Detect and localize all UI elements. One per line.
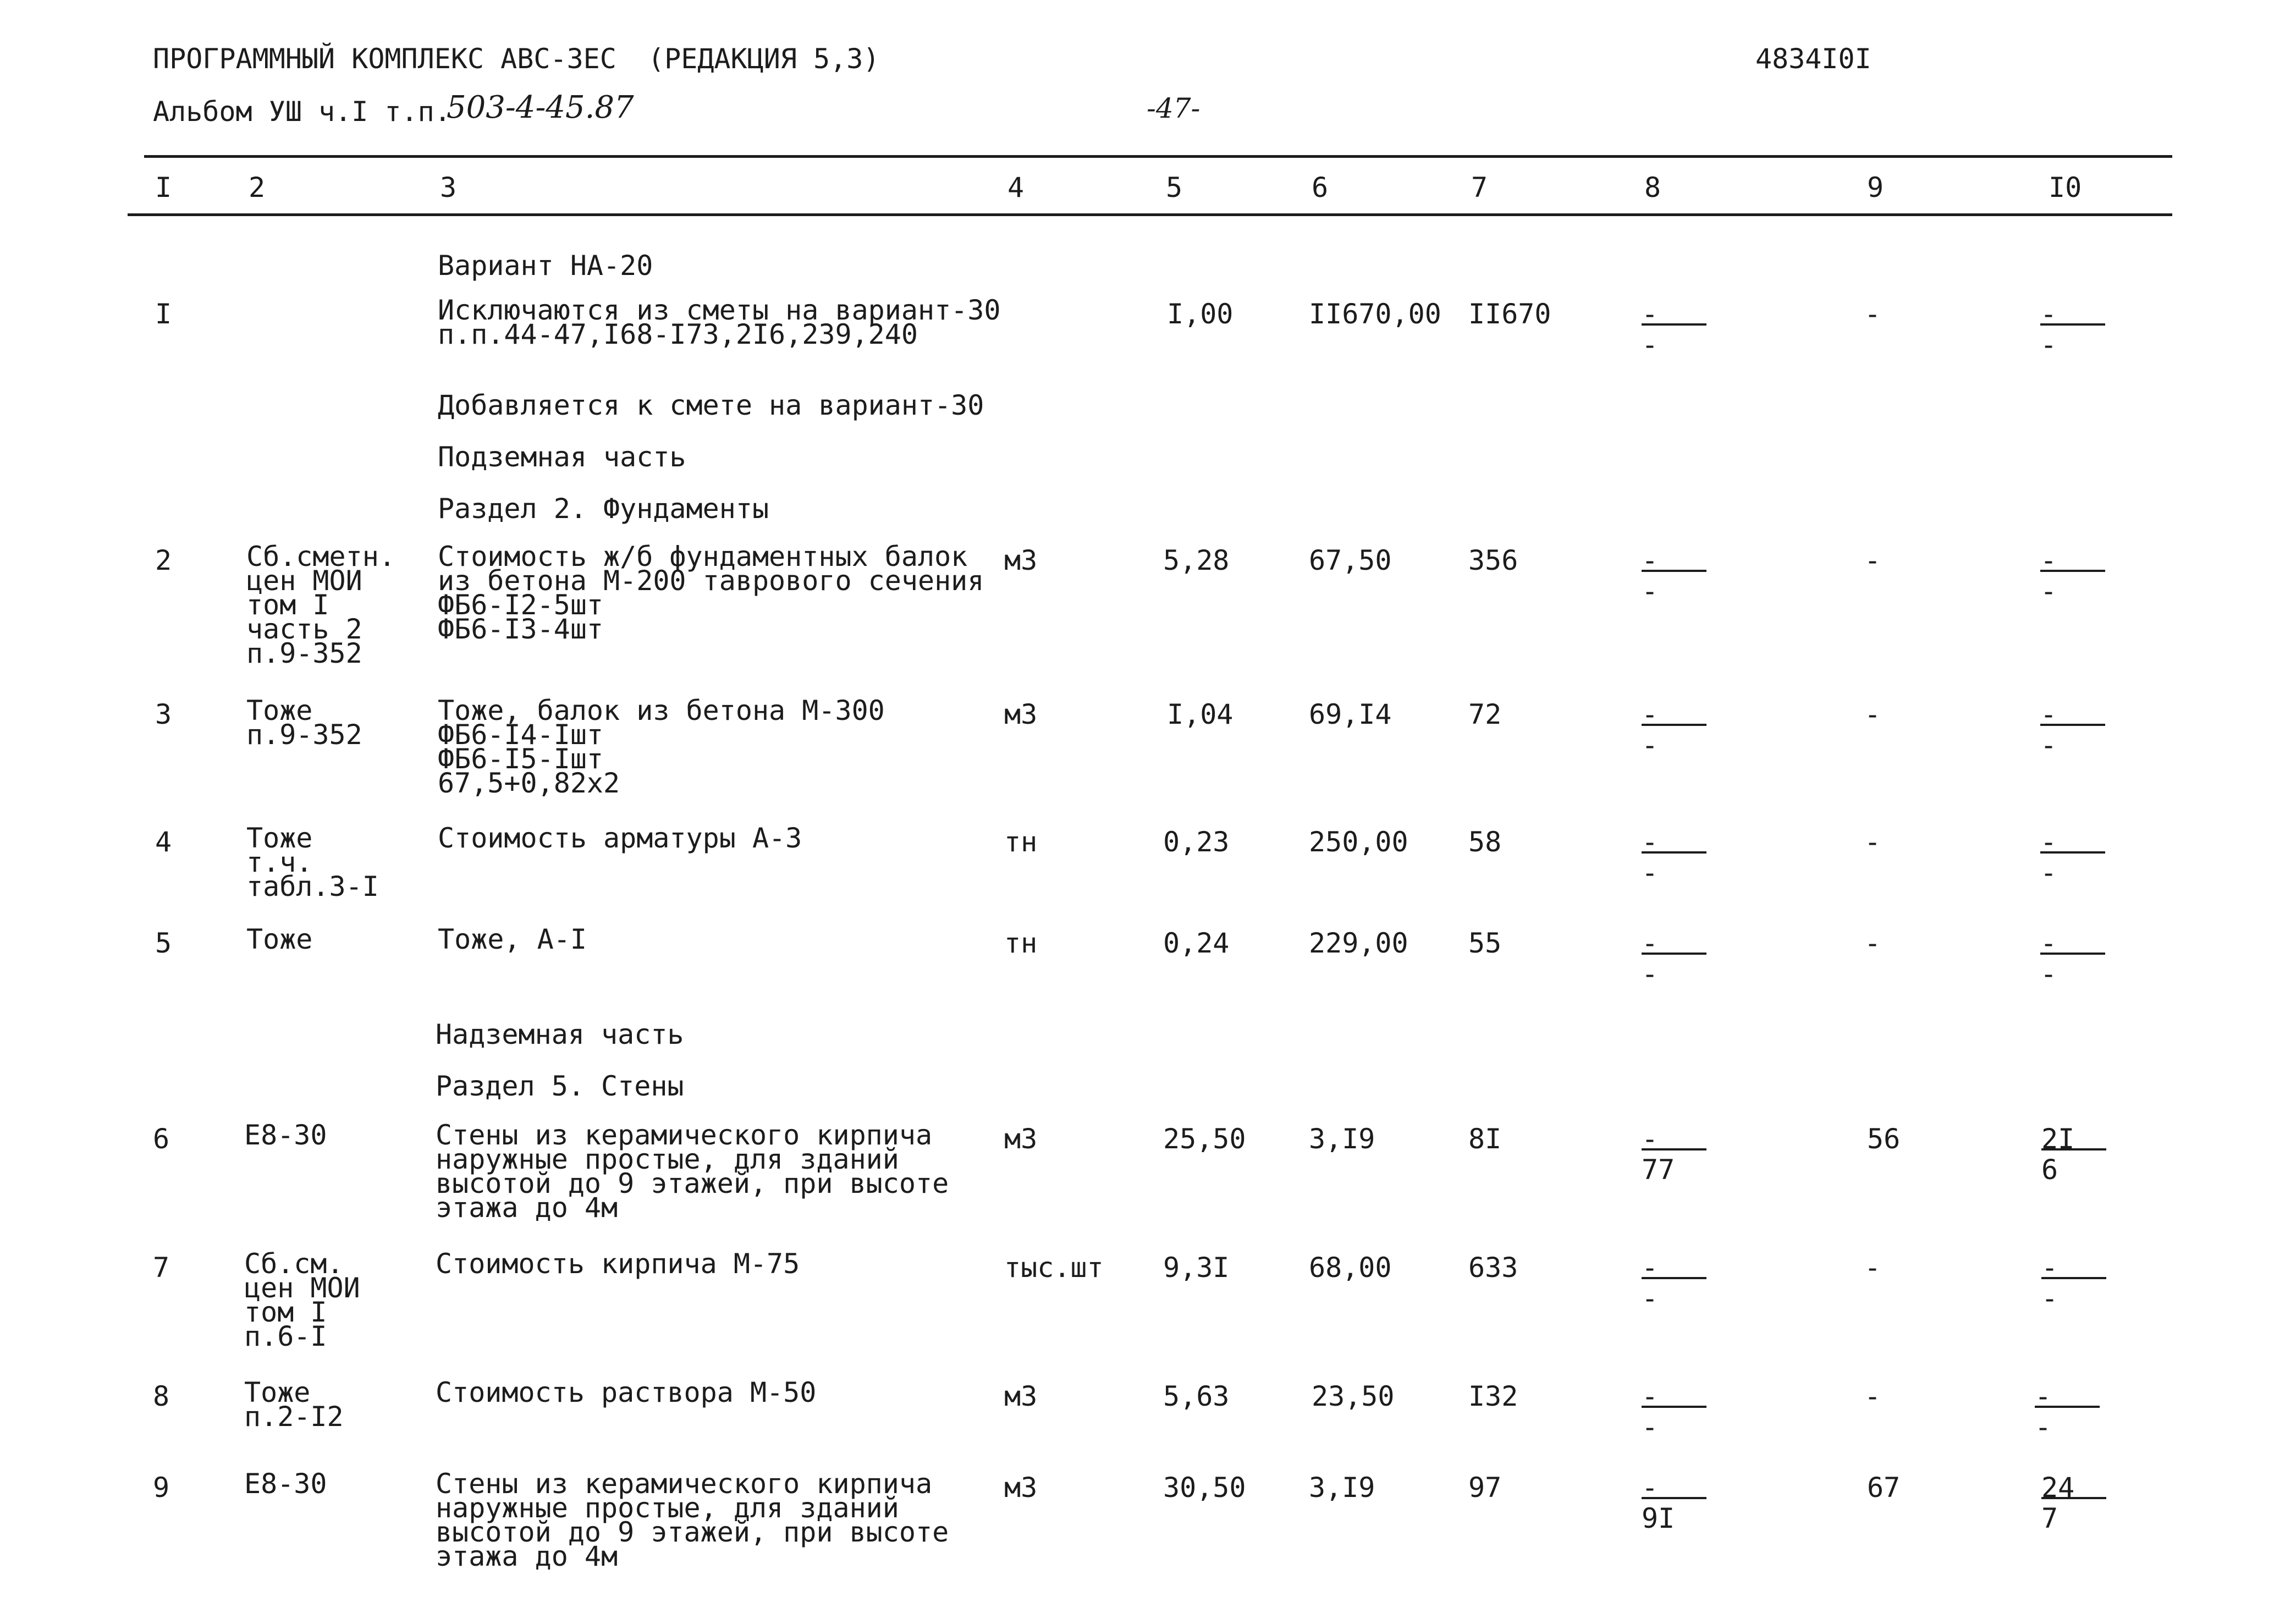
row-description: Стоимость ж/б фундаментных балок из бетона М-200 таврового сечения ФБ6-I2-5шт ФБ6-I3-4шт bbox=[438, 541, 984, 645]
row-unit: м3 bbox=[1004, 1472, 1038, 1504]
row-source: Тоже т.ч. табл.3-I bbox=[246, 822, 379, 902]
row-total: 633 bbox=[1468, 1252, 1518, 1284]
row-col9: - bbox=[1864, 298, 1881, 330]
col10-top: - bbox=[2040, 298, 2057, 330]
header-rule-bottom bbox=[128, 213, 2172, 216]
row-unit: м3 bbox=[1004, 544, 1038, 576]
col8-bottom: - bbox=[1642, 575, 1659, 607]
row-unit: м3 bbox=[1004, 1123, 1038, 1155]
col-header-6: 6 bbox=[1312, 172, 1329, 203]
col10-top: - bbox=[2040, 826, 2057, 858]
row-col10-fraction bbox=[2041, 1125, 2107, 1186]
row-col8-fraction bbox=[1642, 1125, 1708, 1186]
col8-bottom: - bbox=[1642, 1411, 1659, 1443]
row-quantity: 5,28 bbox=[1163, 544, 1230, 576]
col-header-9: 9 bbox=[1867, 172, 1884, 203]
header-rule-top bbox=[144, 155, 2172, 158]
row-col9: 67 bbox=[1867, 1472, 1901, 1504]
row-unit-price: 3,I9 bbox=[1309, 1123, 1375, 1155]
row-quantity: 5,63 bbox=[1163, 1380, 1230, 1412]
row-col8-fraction bbox=[1642, 300, 1708, 361]
row-col8-fraction bbox=[1642, 1380, 1708, 1443]
row-col8-fraction bbox=[1642, 698, 1708, 761]
col10-bottom: - bbox=[2040, 575, 2057, 607]
col8-top: - bbox=[1642, 826, 1659, 858]
row-description: Стены из керамического кирпича наружные простые, для зданий высотой до 9 этажей, при высоте этажа до 4м bbox=[436, 1119, 949, 1224]
row-total: 97 bbox=[1468, 1472, 1502, 1504]
fraction-bar bbox=[2035, 1406, 2100, 1408]
row-col9: - bbox=[1864, 698, 1881, 730]
row-quantity: 30,50 bbox=[1163, 1472, 1246, 1504]
col10-top: - bbox=[2040, 544, 2057, 576]
row-description: Стоимость раствора М-50 bbox=[436, 1377, 817, 1408]
fraction-bar bbox=[2041, 1148, 2106, 1150]
row-col10-fraction bbox=[2040, 929, 2106, 990]
col-header-10: I0 bbox=[2049, 172, 2082, 203]
fraction-bar bbox=[2040, 724, 2105, 726]
row-col9: - bbox=[1864, 826, 1881, 858]
col10-top: 24 bbox=[2041, 1472, 2075, 1504]
row-quantity: I,00 bbox=[1167, 298, 1234, 330]
row-source: Сб.сметн. цен МОИ том I часть 2 п.9-352 bbox=[246, 541, 395, 669]
fraction-bar bbox=[2041, 1277, 2106, 1279]
fraction-bar bbox=[1642, 953, 1706, 955]
row-col10-fraction bbox=[2040, 828, 2106, 889]
row-number: 4 bbox=[155, 826, 172, 858]
col8-bottom: - bbox=[1642, 729, 1659, 761]
program-title: ПРОГРАММНЫЙ КОМПЛЕКС АВС-ЗЕС bbox=[153, 43, 616, 75]
fraction-bar bbox=[2040, 851, 2105, 854]
col-header-5: 5 bbox=[1166, 172, 1183, 203]
col8-bottom: 9I bbox=[1642, 1502, 1675, 1534]
album-number: 503-4-45.87 bbox=[447, 90, 634, 125]
row-col10-fraction bbox=[2040, 300, 2106, 361]
row-quantity: 0,23 bbox=[1163, 826, 1230, 858]
row-unit: м3 bbox=[1004, 698, 1038, 730]
fraction-bar bbox=[1642, 1277, 1706, 1279]
col10-top: - bbox=[2035, 1380, 2052, 1412]
col8-top: - bbox=[1642, 1380, 1659, 1412]
row-total: I32 bbox=[1468, 1380, 1518, 1412]
row-col9: - bbox=[1864, 1380, 1881, 1412]
col8-bottom: - bbox=[1642, 958, 1659, 990]
col-header-7: 7 bbox=[1471, 172, 1488, 203]
section-variant: Вариант НА-20 bbox=[438, 250, 653, 282]
page-number: -47- bbox=[1147, 92, 1201, 124]
row-description: Стоимость арматуры А-3 bbox=[438, 822, 802, 854]
document-code: 4834I0I bbox=[1755, 43, 1871, 75]
col10-bottom: - bbox=[2041, 1282, 2058, 1314]
fraction-bar bbox=[1642, 1406, 1706, 1408]
col10-top: - bbox=[2040, 927, 2057, 959]
col-header-3: 3 bbox=[440, 172, 457, 203]
row-col8-fraction bbox=[1642, 544, 1708, 607]
col10-bottom: - bbox=[2040, 958, 2057, 990]
row-total: 356 bbox=[1468, 544, 1518, 576]
row-unit-price: 229,00 bbox=[1309, 927, 1408, 959]
col8-bottom: - bbox=[1642, 1282, 1659, 1314]
row-number: 9 bbox=[153, 1472, 170, 1504]
col-header-2: 2 bbox=[249, 172, 266, 203]
row-col10-fraction bbox=[2041, 1474, 2107, 1534]
col8-top: - bbox=[1642, 544, 1659, 576]
row-source: Сб.см. цен МОИ том I п.6-I bbox=[244, 1248, 360, 1352]
row-number: 3 bbox=[155, 698, 172, 730]
row-total: 8I bbox=[1468, 1123, 1502, 1155]
row-source: Е8-30 bbox=[244, 1468, 327, 1500]
row-unit-price: 69,I4 bbox=[1309, 698, 1392, 730]
row-unit-price: II670,00 bbox=[1309, 298, 1441, 330]
edition-label: (РЕДАКЦИЯ 5,3) bbox=[648, 43, 880, 75]
row-total: 55 bbox=[1468, 927, 1502, 959]
fraction-bar bbox=[1642, 323, 1706, 326]
row-total: 72 bbox=[1468, 698, 1502, 730]
row-quantity: 9,3I bbox=[1163, 1252, 1230, 1284]
row-number: 6 bbox=[153, 1123, 170, 1155]
col8-bottom: - bbox=[1642, 857, 1659, 889]
fraction-bar bbox=[1642, 1497, 1706, 1499]
row-unit: тыс.шт bbox=[1004, 1252, 1104, 1284]
section-underground: Подземная часть bbox=[438, 441, 686, 473]
col8-top: - bbox=[1642, 1123, 1659, 1155]
col8-top: - bbox=[1642, 1472, 1659, 1504]
row-unit-price: 23,50 bbox=[1312, 1380, 1395, 1412]
col10-bottom: 6 bbox=[2041, 1154, 2058, 1186]
row-unit-price: 250,00 bbox=[1309, 826, 1408, 858]
row-total: 58 bbox=[1468, 826, 1502, 858]
row-source: Тоже п.9-352 bbox=[246, 695, 362, 751]
row-description: Стоимость кирпича М-75 bbox=[436, 1248, 800, 1280]
row-col9: - bbox=[1864, 1252, 1881, 1284]
col10-bottom: 7 bbox=[2041, 1502, 2058, 1534]
col10-bottom: - bbox=[2040, 329, 2057, 361]
col8-bottom: 77 bbox=[1642, 1154, 1675, 1186]
row-description: Тоже, балок из бетона М-300 ФБ6-I4-Iшт ФБ6-I5-Iшт 67,5+0,82х2 bbox=[438, 695, 885, 799]
row-unit-price: 68,00 bbox=[1309, 1252, 1392, 1284]
row-col9: 56 bbox=[1867, 1123, 1901, 1155]
row-source: Тоже п.2-I2 bbox=[244, 1377, 344, 1433]
section-foundations: Раздел 2. Фундаменты bbox=[438, 493, 769, 525]
row-number: 8 bbox=[153, 1380, 170, 1412]
section-added: Добавляется к смете на вариант-30 bbox=[438, 389, 984, 421]
col10-top: - bbox=[2040, 698, 2057, 730]
fraction-bar bbox=[1642, 570, 1706, 572]
col10-top: - bbox=[2041, 1252, 2058, 1284]
fraction-bar bbox=[1642, 724, 1706, 726]
fraction-bar bbox=[2040, 570, 2105, 572]
row-col10-fraction bbox=[2041, 1254, 2107, 1314]
fraction-bar bbox=[1642, 1148, 1706, 1150]
col-header-4: 4 bbox=[1007, 172, 1025, 203]
col8-top: - bbox=[1642, 1252, 1659, 1284]
row-description: Исключаются из сметы на вариант-30 п.п.44-47,I68-I73,2I6,239,240 bbox=[438, 294, 1001, 350]
row-quantity: 0,24 bbox=[1163, 927, 1230, 959]
row-col8-fraction bbox=[1642, 1254, 1708, 1314]
fraction-bar bbox=[2041, 1497, 2106, 1499]
row-unit: м3 bbox=[1004, 1380, 1038, 1412]
row-col8-fraction bbox=[1642, 828, 1708, 889]
row-col10-fraction bbox=[2040, 698, 2106, 761]
row-col8-fraction bbox=[1642, 929, 1708, 990]
row-unit-price: 3,I9 bbox=[1309, 1472, 1375, 1504]
row-quantity: I,04 bbox=[1167, 698, 1234, 730]
col8-top: - bbox=[1642, 927, 1659, 959]
row-source: Е8-30 bbox=[244, 1119, 327, 1151]
section-walls: Раздел 5. Стены bbox=[436, 1070, 684, 1102]
row-quantity: 25,50 bbox=[1163, 1123, 1246, 1155]
row-col9: - bbox=[1864, 544, 1881, 576]
fraction-bar bbox=[2040, 953, 2105, 955]
row-description: Стены из керамического кирпича наружные простые, для зданий высотой до 9 этажей, при высоте этажа до 4м bbox=[436, 1468, 949, 1572]
row-number: I bbox=[155, 298, 172, 330]
row-description: Тоже, А-I bbox=[438, 923, 587, 955]
col10-bottom: - bbox=[2040, 729, 2057, 761]
col10-bottom: - bbox=[2035, 1411, 2052, 1443]
col8-top: - bbox=[1642, 298, 1659, 330]
row-number: 7 bbox=[153, 1252, 170, 1284]
col-header-8: 8 bbox=[1644, 172, 1661, 203]
row-number: 5 bbox=[155, 927, 172, 959]
row-col9: - bbox=[1864, 927, 1881, 959]
row-unit-price: 67,50 bbox=[1309, 544, 1392, 576]
col-header-1: I bbox=[155, 172, 172, 203]
row-col10-fraction bbox=[2035, 1380, 2101, 1443]
col8-top: - bbox=[1642, 698, 1659, 730]
row-total: II670 bbox=[1468, 298, 1551, 330]
row-col10-fraction bbox=[2040, 544, 2106, 607]
fraction-bar bbox=[2040, 323, 2105, 326]
col10-bottom: - bbox=[2040, 857, 2057, 889]
row-number: 2 bbox=[155, 544, 172, 576]
section-aboveground: Надземная часть bbox=[436, 1019, 684, 1050]
row-col8-fraction bbox=[1642, 1474, 1708, 1534]
row-unit: тн bbox=[1004, 927, 1038, 959]
row-source: Тоже bbox=[246, 923, 313, 955]
col8-bottom: - bbox=[1642, 329, 1659, 361]
album-label: Альбом УШ ч.I т.п. bbox=[153, 96, 451, 128]
col10-top: 2I bbox=[2041, 1123, 2075, 1155]
row-unit: тн bbox=[1004, 826, 1038, 858]
fraction-bar bbox=[1642, 851, 1706, 854]
